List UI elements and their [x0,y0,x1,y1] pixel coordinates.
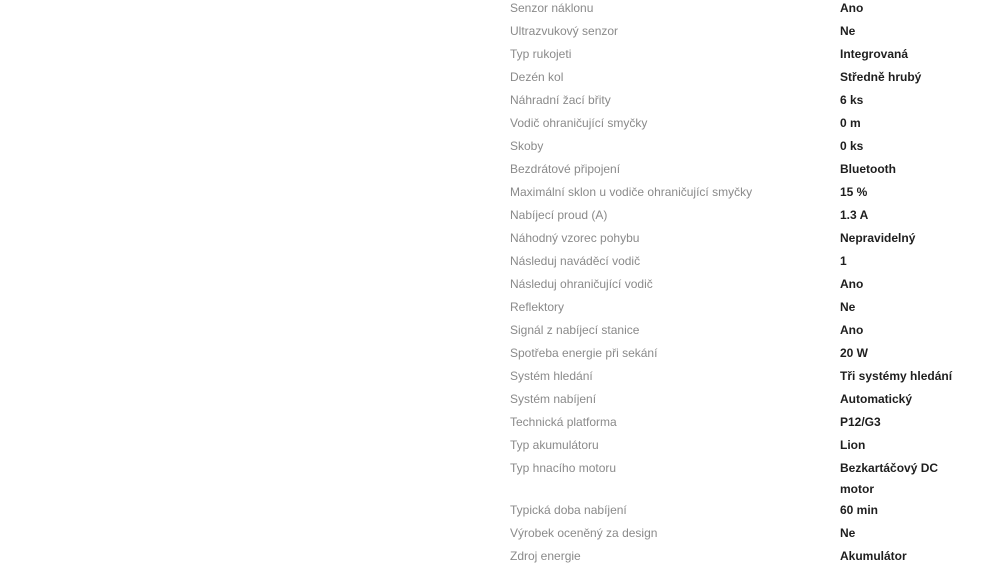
spec-row-search-system [510,366,970,389]
spec-value: Ne [840,300,856,314]
spec-label: Maximální sklon u vodiče ohraničující smyčky [510,185,753,199]
spec-label: Senzor náklonu [510,1,594,15]
spec-value: Ne [840,24,856,38]
spec-row-staples [510,136,970,159]
spec-row-max-slope-boundary [510,182,970,205]
specifications-table [510,0,970,569]
spec-row-handle-type [510,44,970,67]
spec-row-random-pattern [510,228,970,251]
spec-row-follow-boundary-wire [510,274,970,297]
spec-label: Vodič ohraničující smyčky [510,116,648,130]
spec-label: Následuj ohraničující vodič [510,277,653,291]
spec-value: Akumulátor [840,549,907,563]
spec-value: P12/G3 [840,415,881,429]
spec-value: 6 ks [840,93,864,107]
spec-row-boundary-wire [510,113,970,136]
spec-row-charging-system [510,389,970,412]
spec-value: 0 m [840,116,861,130]
spec-value: 60 min [840,503,879,517]
spec-row-wheel-tread [510,67,970,90]
spec-label: Typ akumulátoru [510,438,599,452]
spec-label: Skoby [510,139,544,153]
spec-label: Náhradní žací břity [510,93,611,107]
spec-value: Nepravidelný [840,231,916,245]
spec-row-power-consumption [510,343,970,366]
spec-row-follow-guide-wire [510,251,970,274]
spec-label: Spotřeba energie při sekání [510,346,658,360]
spec-row-headlights [510,297,970,320]
spec-value: 20 W [840,346,869,360]
spec-label: Typ hnacího motoru [510,461,617,475]
spec-label: Výrobek oceněný za design [510,526,658,540]
spec-value: Ano [840,277,864,291]
spec-value: Ano [840,323,864,337]
spec-value: Automatický [840,392,913,406]
spec-value: Bezkartáčový DC motor [840,461,939,496]
spec-row-battery-type [510,435,970,458]
spec-row-power-source [510,546,970,569]
spec-label: Systém hledání [510,369,593,383]
spec-label: Typická doba nabíjení [510,503,627,517]
spec-value: 15 % [840,185,868,199]
spec-label: Náhodný vzorec pohybu [510,231,640,245]
spec-label: Bezdrátové připojení [510,162,621,176]
spec-label: Zdroj energie [510,549,581,563]
spec-value: Integrovaná [840,47,909,61]
spec-row-station-signal [510,320,970,343]
spec-label: Signál z nabíjecí stanice [510,323,640,337]
spec-row-charging-current [510,205,970,228]
spec-row-drive-motor [510,458,970,500]
spec-value: 1.3 A [840,208,869,222]
spec-row-tilt-sensor [510,0,970,21]
spec-label: Systém nabíjení [510,392,597,406]
spec-row-ultrasonic-sensor [510,21,970,44]
spec-value: Tři systémy hledání [840,369,953,383]
spec-label: Technická platforma [510,415,617,429]
spec-label: Typ rukojeti [510,47,572,61]
spec-value: Lion [840,438,866,452]
spec-value: 0 ks [840,139,864,153]
spec-label: Ultrazvukový senzor [510,24,619,38]
spec-row-charging-time [510,500,970,523]
spec-label: Reflektory [510,300,565,314]
spec-value: Ne [840,526,856,540]
spec-row-wireless-connection [510,159,970,182]
spec-value: Bluetooth [840,162,896,176]
spec-label: Dezén kol [510,70,564,84]
spec-row-technical-platform [510,412,970,435]
spec-row-spare-blades [510,90,970,113]
spec-value: 1 [840,254,847,268]
spec-row-design-award [510,523,970,546]
spec-value: Středně hrubý [840,70,922,84]
spec-value: Ano [840,1,864,15]
spec-label: Nabíjecí proud (A) [510,208,608,222]
spec-label: Následuj naváděcí vodič [510,254,641,268]
